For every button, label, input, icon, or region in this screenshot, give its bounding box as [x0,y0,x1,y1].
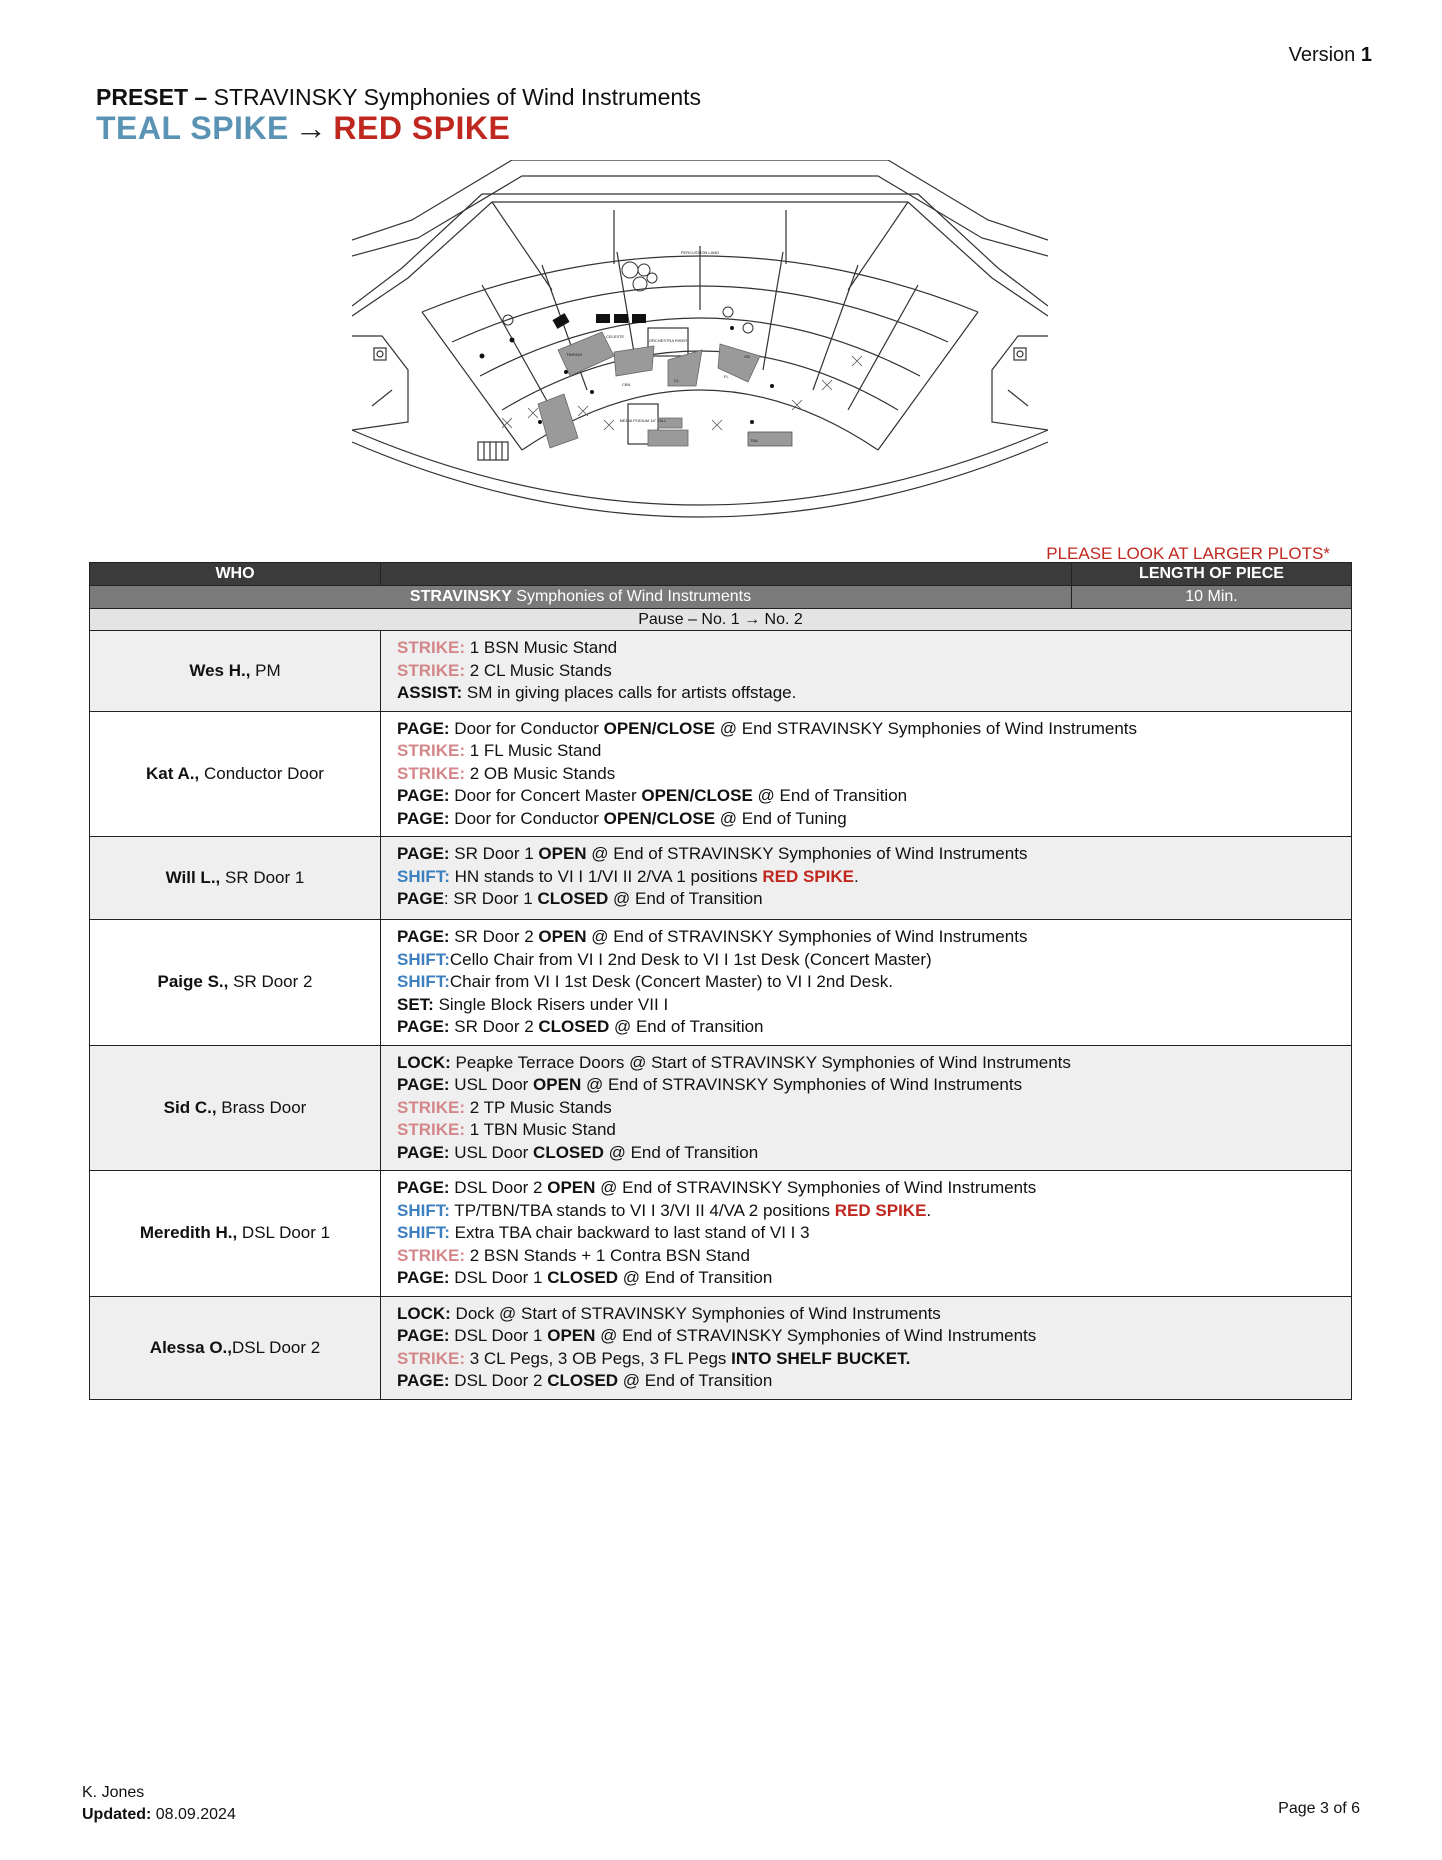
task-text: Dock @ Start of STRAVINSKY Symphonies of Wind Instruments [450,1303,941,1323]
crew-name: Paige S., [157,972,229,992]
task-line [397,1325,1335,1348]
task-text: SM in giving places calls for artists offstage. [462,683,797,702]
length-header: LENGTH OF PIECE [1072,563,1352,586]
crew-role: Conductor Door [199,763,324,783]
piece-title: STRAVINSKY Symphonies of Wind Instruments [213,84,702,110]
task-keyword: PAGE: [397,844,450,863]
task-keyword: PAGE: [397,1178,450,1197]
task-text: @ End STRAVINSKY Symphonies of Wind Instruments [715,718,1138,738]
task-keyword: STRIKE: [397,741,465,760]
blank-header [381,563,1072,586]
task-keyword: LOCK: [397,1052,451,1072]
task-text: DSL Door 1 [449,1326,548,1345]
task-line [397,1200,1335,1223]
task-line [397,1177,1335,1200]
task-line [397,1142,1335,1165]
task-keyword: CLOSED [547,1268,619,1287]
task-text: @ End of Transition [603,1142,759,1162]
crew-member [90,837,381,920]
task-line [397,1267,1335,1290]
crew-tasks [381,920,1352,1046]
task-line [397,1016,1335,1039]
tba-label: TBA [750,438,758,443]
task-text: @ End of Transition [618,1371,773,1390]
task-keyword: PAGE: [397,718,450,738]
crew-tasks [381,1171,1352,1297]
task-line [397,808,1335,831]
page-number: Page 3 of 6 [1278,1800,1360,1817]
crew-role: SR Door 2 [228,972,313,992]
crew-row [90,920,1352,1046]
crew-name: Kat A., [146,763,200,783]
task-keyword: PAGE: [397,1017,450,1036]
red-spike-label: RED SPIKE [333,110,511,146]
timpani-label: TIMPANI [566,352,582,357]
task-text: @ End of Tuning [715,808,847,828]
task-keyword: SHIFT: [397,1200,450,1220]
crew-role: SR Door 1 [220,868,305,887]
crew-member [90,1296,381,1399]
preset-label: PRESET – [96,84,208,110]
task-keyword: PAGE: [397,1268,450,1287]
crew-row [90,631,1352,712]
task-text: SR Door 1 [449,844,539,863]
crew-member [90,711,381,837]
version-label: Version 1 [1288,44,1372,66]
task-text: 2 BSN Stands + 1 Contra BSN Stand [465,1245,750,1265]
crew-member [90,631,381,712]
task-keyword: STRIKE: [397,1348,465,1368]
task-keyword: OPEN/CLOSE [603,718,716,738]
task-keyword: PAGE: [397,927,450,946]
crew-tasks [381,837,1352,920]
stage-plot [352,160,1048,562]
pause-row: Pause – No. 1 → No. 2 [90,609,1352,631]
task-line [397,1222,1335,1245]
task-text: 1 TBN Music Stand [465,1120,616,1139]
task-keyword: SHIFT: [397,1223,450,1242]
crew-tasks [381,711,1352,837]
task-text: @ End of Transition [618,1268,773,1287]
task-keyword: STRIKE: [397,1120,465,1139]
crew-assignments-table [89,562,1352,1400]
task-keyword: PAGE: [397,1371,450,1390]
task-keyword: OPEN/CLOSE [641,786,753,805]
task-line [397,971,1335,994]
cbn-label: CBN [622,382,631,387]
task-keyword: LOCK: [397,1303,451,1323]
task-text: 1 FL Music Stand [465,741,602,760]
task-keyword: SHIFT: [397,949,450,969]
task-keyword: PAGE: [397,1075,450,1094]
teal-spike-label: TEAL SPIKE [96,110,289,146]
task-keyword: STRIKE: [397,1245,465,1265]
task-keyword: PAGE: [397,786,450,805]
task-keyword: ASSIST: [397,683,463,702]
task-text: Door for Conductor [449,808,604,828]
task-text: @ End of STRAVINSKY Symphonies of Wind Instruments [581,1075,1023,1094]
crew-row [90,1296,1352,1399]
task-text: SR Door 2 [449,927,539,946]
task-line [397,949,1335,972]
task-line [397,888,1335,911]
task-line [397,1097,1335,1120]
preset-title [96,84,701,111]
task-line [397,1074,1335,1097]
task-keyword: CLOSED [533,1142,604,1162]
task-text: 2 TP Music Stands [465,1097,612,1117]
arrow-icon: → [294,110,328,146]
task-keyword: OPEN [547,1326,596,1345]
crew-role: PM [250,660,281,680]
crew-role: DSL Door 2 [232,1337,321,1357]
piece-row: STRAVINSKY Symphonies of Wind Instruments [90,586,1072,609]
task-keyword: STRIKE: [397,763,465,783]
crew-row [90,1045,1352,1171]
task-text: Single Block Risers under VII I [433,994,669,1014]
spike-transition [96,110,510,147]
task-line [397,785,1335,808]
task-line [397,843,1335,866]
task-keyword: CLOSED [537,889,609,908]
crew-row [90,711,1352,837]
task-text: : SR Door 1 [443,889,538,908]
crew-row [90,837,1352,920]
task-text: DSL Door 2 [449,1178,548,1197]
ob-label: OB [744,354,750,359]
task-keyword: OPEN [547,1178,596,1197]
crew-name: Wes H., [189,660,251,680]
task-line [397,926,1335,949]
crew-member [90,1045,381,1171]
task-text: @ End of STRAVINSKY Symphonies of Wind Instruments [586,844,1028,863]
crew-name: Meredith H., [139,1223,238,1243]
task-keyword: OPEN [538,927,587,946]
task-keyword: SHIFT: [397,972,450,991]
task-text: Door for Concert Master [449,786,642,805]
task-keyword: SHIFT: [397,866,450,886]
task-text: DSL Door 1 [449,1268,548,1287]
podium-label: MEDIA PODIUM 16" TALL [619,418,667,423]
task-keyword: CLOSED [547,1371,619,1390]
task-text: 3 CL Pegs, 3 OB Pegs, 3 FL Pegs [465,1348,732,1368]
orchestra-riser-label: ORCHESTRA RISER [648,338,688,343]
task-line [397,1370,1335,1393]
crew-role: Brass Door [216,1097,307,1117]
task-line [397,1052,1335,1075]
task-text: HN stands to VI I 1/VI II 2/VA 1 positions [449,866,763,886]
crew-role: DSL Door 1 [237,1223,331,1243]
task-keyword: INTO SHELF BUCKET. [731,1348,911,1368]
task-keyword: SET: [397,994,434,1014]
fl-label: FL [724,374,729,379]
task-keyword: PAGE [397,889,444,908]
task-line [397,866,1335,889]
task-text: USL Door [449,1075,534,1094]
cl-label: CL [674,378,680,383]
task-keyword: OPEN/CLOSE [603,808,716,828]
crew-tasks [381,631,1352,712]
celeste-label: CELESTE [606,334,625,339]
task-keyword: STRIKE: [397,638,465,657]
task-keyword: PAGE: [397,1326,450,1345]
crew-row [90,1171,1352,1297]
task-keyword: PAGE: [397,1142,450,1162]
task-line [397,637,1335,660]
crew-name: Sid C., [163,1097,217,1117]
task-line [397,763,1335,786]
task-line [397,682,1335,705]
task-keyword: STRIKE: [397,660,465,680]
crew-name: Will L., [165,868,221,887]
task-keyword: STRIKE: [397,1097,465,1117]
task-text: 2 OB Music Stands [465,763,616,783]
task-keyword: PAGE: [397,808,450,828]
crew-tasks [381,1296,1352,1399]
who-header: WHO [90,563,381,586]
task-text: Extra TBA chair backward to last stand of VI I 3 [449,1223,810,1242]
task-text: TP/TBN/TBA stands to VI I 3/VI II 4/VA 2 positions [449,1200,835,1220]
task-text: . [853,866,859,886]
task-text: @ End of STRAVINSKY Symphonies of Wind Instruments [595,1178,1037,1197]
task-text: @ End of STRAVINSKY Symphonies of Wind Instruments [586,927,1028,946]
task-text: Peapke Terrace Doors @ Start of STRAVINSKY Symphonies of Wind Instruments [450,1052,1071,1072]
task-text: DSL Door 2 [449,1371,548,1390]
task-keyword: RED SPIKE [762,866,854,886]
task-text: @ End of STRAVINSKY Symphonies of Wind Instruments [595,1326,1037,1345]
task-keyword: RED SPIKE [834,1200,927,1220]
task-line [397,740,1335,763]
larger-plots-note: PLEASE LOOK AT LARGER PLOTS* [1046,544,1330,563]
task-text: Cello Chair from VI I 2nd Desk to VI I 1st Desk (Concert Master) [449,949,932,969]
updated-date: Updated: 08.09.2024 [82,1806,236,1823]
task-line [397,718,1335,741]
percussion-label: PERCUSSION LAND [680,250,720,255]
crew-member [90,920,381,1046]
task-text: @ End of Transition [608,889,763,908]
task-line [397,1348,1335,1371]
task-text: @ End of Transition [752,786,908,805]
task-text: USL Door [449,1142,534,1162]
task-line [397,1119,1335,1142]
task-line [397,660,1335,683]
task-line [397,1303,1335,1326]
crew-tasks [381,1045,1352,1171]
piece-length: 10 Min. [1072,586,1352,609]
task-text: . [926,1200,932,1220]
task-keyword: CLOSED [538,1017,610,1036]
crew-name: Alessa O., [149,1337,233,1357]
task-text: SR Door 2 [449,1017,539,1036]
author-name: K. Jones [82,1784,145,1801]
task-keyword: OPEN [538,844,587,863]
task-line [397,1245,1335,1268]
task-text: 2 CL Music Stands [465,660,612,680]
crew-member [90,1171,381,1297]
task-line [397,994,1335,1017]
task-keyword: OPEN [533,1075,582,1094]
task-text: Chair from VI I 1st Desk (Concert Master) to VI I 2nd Desk. [449,972,893,991]
task-text: 1 BSN Music Stand [465,638,618,657]
task-text: Door for Conductor [449,718,604,738]
task-text: @ End of Transition [609,1017,764,1036]
